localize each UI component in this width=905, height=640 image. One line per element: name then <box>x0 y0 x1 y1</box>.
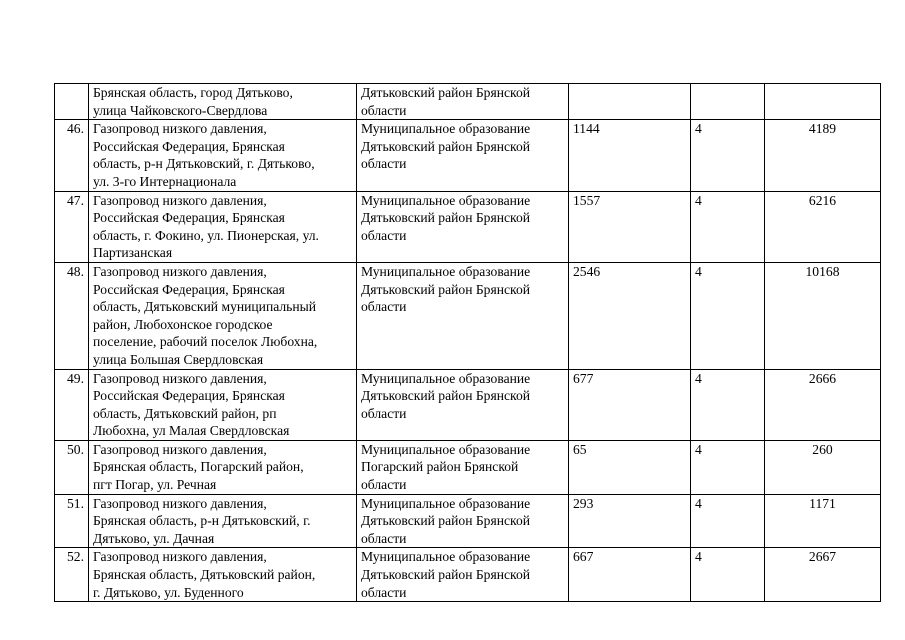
object-description-cell <box>89 120 357 191</box>
cell-text-line: Дятьково, ул. Дачная <box>93 530 215 546</box>
cell-text-line: Дятьковский район Брянской <box>361 388 531 404</box>
pressure-cell: 4 <box>691 494 765 548</box>
cell-text-line: область, Дятьковский муниципальный <box>93 299 317 315</box>
cell-text-line: Российская Федерация, Брянская <box>93 388 285 404</box>
cell-text-line: область, р-н Дятьковский, г. Дятьково, <box>93 156 315 172</box>
object-description-cell <box>89 369 357 440</box>
area-cell <box>765 84 881 120</box>
cell-text-line: Газопровод низкого давления, <box>93 495 267 511</box>
object-description-cell <box>89 191 357 262</box>
cell-text-line: г. Дятьково, ул. Буденного <box>93 584 244 600</box>
length-cell: 2546 <box>569 262 691 369</box>
owner-cell <box>357 494 569 548</box>
length-cell: 1144 <box>569 120 691 191</box>
cell-text-line: область, г. Фокино, ул. Пионерская, ул. <box>93 227 319 243</box>
cell-text-line: Дятьковский район Брянской <box>361 281 531 297</box>
cell-text-line: Муниципальное образование <box>361 441 531 457</box>
table-row <box>55 494 881 548</box>
pressure-cell: 4 <box>691 440 765 494</box>
cell-text-line: Дятьковский район Брянской <box>361 513 531 529</box>
area-cell: 2666 <box>765 369 881 440</box>
cell-text-line: Газопровод низкого давления, <box>93 263 267 279</box>
cell-text-line: области <box>361 227 407 243</box>
cell-text-line: район, Любохонское городское <box>93 316 273 332</box>
row-number-cell: 48. <box>55 262 89 369</box>
pressure-cell: 4 <box>691 120 765 191</box>
cell-text-line: области <box>361 405 407 421</box>
owner-cell <box>357 548 569 602</box>
cell-text-line: пгт Погар, ул. Речная <box>93 477 217 493</box>
cell-text-line: Муниципальное образование <box>361 192 531 208</box>
row-number-cell <box>55 84 89 120</box>
cell-text-line: Российская Федерация, Брянская <box>93 138 285 154</box>
cell-text-line: Муниципальное образование <box>361 495 531 511</box>
cell-text-line: Российская Федерация, Брянская <box>93 281 285 297</box>
cell-text-line: Муниципальное образование <box>361 263 531 279</box>
cell-text-line: Любохна, ул Малая Свердловская <box>93 423 290 439</box>
cell-text-line: области <box>361 156 407 172</box>
gas-pipeline-registry-table <box>54 83 881 602</box>
table-row <box>55 262 881 369</box>
cell-text-line: области <box>361 102 407 118</box>
cell-text-line: Газопровод низкого давления, <box>93 441 267 457</box>
cell-text-line: Газопровод низкого давления, <box>93 370 267 386</box>
table-body <box>55 84 881 602</box>
cell-text-line: Муниципальное образование <box>361 549 531 565</box>
cell-text-line: Брянская область, р-н Дятьковский, г. <box>93 513 311 529</box>
pressure-cell: 4 <box>691 262 765 369</box>
owner-cell <box>357 84 569 120</box>
cell-text-line: области <box>361 299 407 315</box>
length-cell: 677 <box>569 369 691 440</box>
owner-cell <box>357 440 569 494</box>
cell-text-line: улица Чайковского-Свердлова <box>93 102 268 118</box>
cell-text-line: улица Большая Свердловская <box>93 351 264 367</box>
cell-text-line: области <box>361 477 407 493</box>
object-description-cell <box>89 262 357 369</box>
table-row <box>55 369 881 440</box>
cell-text-line: поселение, рабочий поселок Любохна, <box>93 334 318 350</box>
length-cell: 65 <box>569 440 691 494</box>
cell-text-line: Партизанская <box>93 245 173 261</box>
pressure-cell <box>691 84 765 120</box>
cell-text-line: области <box>361 530 407 546</box>
cell-text-line: Российская Федерация, Брянская <box>93 210 285 226</box>
table-row <box>55 84 881 120</box>
area-cell: 2667 <box>765 548 881 602</box>
table-row <box>55 120 881 191</box>
pressure-cell: 4 <box>691 191 765 262</box>
table-row <box>55 440 881 494</box>
cell-text-line: Дятьковский район Брянской <box>361 85 531 100</box>
cell-text-line: Муниципальное образование <box>361 121 531 137</box>
table-row <box>55 191 881 262</box>
object-description-cell <box>89 548 357 602</box>
length-cell: 667 <box>569 548 691 602</box>
pressure-cell: 4 <box>691 548 765 602</box>
object-description-cell <box>89 440 357 494</box>
owner-cell <box>357 120 569 191</box>
cell-text-line: Дятьковский район Брянской <box>361 210 531 226</box>
length-cell: 1557 <box>569 191 691 262</box>
cell-text-line: Брянская область, Погарский район, <box>93 459 304 475</box>
cell-text-line: Газопровод низкого давления, <box>93 192 267 208</box>
row-number-cell: 47. <box>55 191 89 262</box>
area-cell: 6216 <box>765 191 881 262</box>
cell-text-line: Брянская область, город Дятьково, <box>93 85 293 100</box>
row-number-cell: 49. <box>55 369 89 440</box>
row-number-cell: 50. <box>55 440 89 494</box>
row-number-cell: 46. <box>55 120 89 191</box>
table-row <box>55 548 881 602</box>
row-number-cell: 52. <box>55 548 89 602</box>
area-cell: 10168 <box>765 262 881 369</box>
cell-text-line: Газопровод низкого давления, <box>93 121 267 137</box>
area-cell: 4189 <box>765 120 881 191</box>
cell-text-line: ул. 3-го Интернационала <box>93 173 237 189</box>
object-description-cell <box>89 84 357 120</box>
area-cell: 260 <box>765 440 881 494</box>
length-cell: 293 <box>569 494 691 548</box>
object-description-cell <box>89 494 357 548</box>
row-number-cell: 51. <box>55 494 89 548</box>
cell-text-line: Погарский район Брянской <box>361 459 519 475</box>
cell-text-line: Дятьковский район Брянской <box>361 567 531 583</box>
owner-cell <box>357 191 569 262</box>
owner-cell <box>357 262 569 369</box>
cell-text-line: Муниципальное образование <box>361 370 531 386</box>
cell-text-line: Брянская область, Дятьковский район, <box>93 567 316 583</box>
cell-text-line: Дятьковский район Брянской <box>361 138 531 154</box>
cell-text-line: области <box>361 584 407 600</box>
cell-text-line: Газопровод низкого давления, <box>93 549 267 565</box>
length-cell <box>569 84 691 120</box>
area-cell: 1171 <box>765 494 881 548</box>
cell-text-line: область, Дятьковский район, рп <box>93 405 277 421</box>
pressure-cell: 4 <box>691 369 765 440</box>
owner-cell <box>357 369 569 440</box>
